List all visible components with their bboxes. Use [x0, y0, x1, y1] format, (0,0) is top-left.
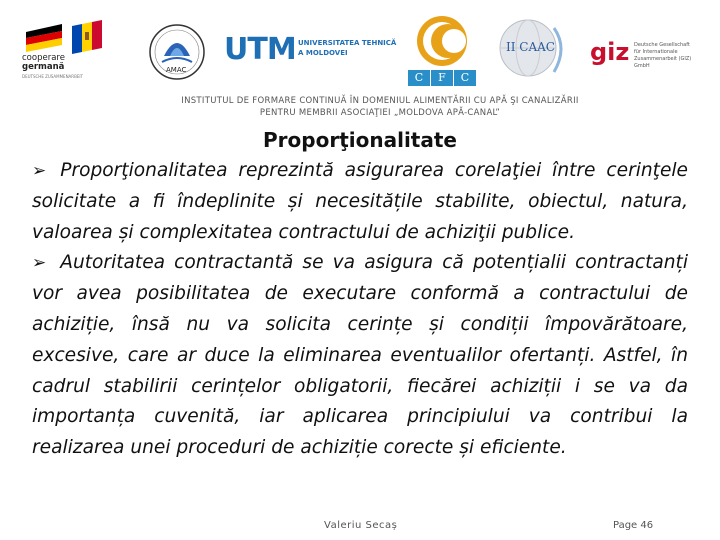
- paragraph-1-text: Proporţionalitatea reprezintă asigurarea corelaţiei între cerinţele solicitate a fi îndeplinite și necesitățile stabilite, obiectul, natura, valoarea și complexitatea contractului de achiziţii publice.: [32, 160, 688, 243]
- utm-logo: [224, 32, 404, 72]
- paragraph-2: [32, 248, 688, 464]
- page-title: Proporţionalitate: [263, 128, 457, 152]
- footer-author: Valeriu Secaș: [324, 520, 398, 531]
- cfc-letters: C F C: [408, 70, 476, 86]
- giz-subtitle: Deutsche Gesellschaft für Internationale Zusammenarbeit (GIZ) GmbH: [634, 42, 692, 69]
- utm-name: UNIVERSITATEA TEHNICĂ A MOLDOVEI: [298, 39, 397, 57]
- amac-text: AMAC: [166, 66, 187, 74]
- cooperare-text: cooperare germană DEUTSCHE ZUSAMMENARBEIT: [22, 53, 83, 79]
- cfc-emblem-icon: [404, 14, 480, 70]
- cooperare-germana-logo: [16, 14, 112, 78]
- institute-header: [0, 95, 720, 119]
- amac-logo: [142, 22, 212, 82]
- institute-line-2: PENTRU MEMBRII ASOCIAŢIEI „MOLDOVA APĂ-CANAL”: [259, 108, 501, 118]
- utm-letters: UTM: [224, 32, 296, 67]
- arrow-bullet-icon: ➢: [32, 161, 47, 181]
- institute-line-1: INSTITUTUL DE FORMARE CONTINUĂ ÎN DOMENIUL ALIMENTĂRII CU APĂ ŞI CANALIZĂRII: [181, 96, 579, 106]
- paragraph-1: [32, 156, 688, 248]
- iicaac-logo: [496, 18, 568, 80]
- cfc-logo: [404, 14, 480, 88]
- paragraph-2-text: Autoritatea contractantă se va asigura că potențialii contractanți vor avea posibilitatea de executare conformă a contractului de achiziție, însă nu va solicita cerințe și condiții împovărătoare, excesive, care ar duce la eliminarea eventualilor ofertanți. Astfel, în cadrul stabilirii cerințelor obligatorii, fiecărei achiziții i se va da importanța cuvenită, iar aplicarea principiului va contribui la realizarea unei proceduri de achiziție corecte și eficiente.: [32, 252, 688, 459]
- page-number: Page 46: [613, 520, 654, 531]
- arrow-bullet-icon: ➢: [32, 253, 47, 274]
- iicaac-text: II CAAC: [506, 40, 555, 54]
- giz-text: giz: [590, 38, 630, 66]
- logo-bar: [0, 0, 720, 88]
- slide-body: [32, 156, 688, 464]
- giz-logo: [590, 38, 700, 78]
